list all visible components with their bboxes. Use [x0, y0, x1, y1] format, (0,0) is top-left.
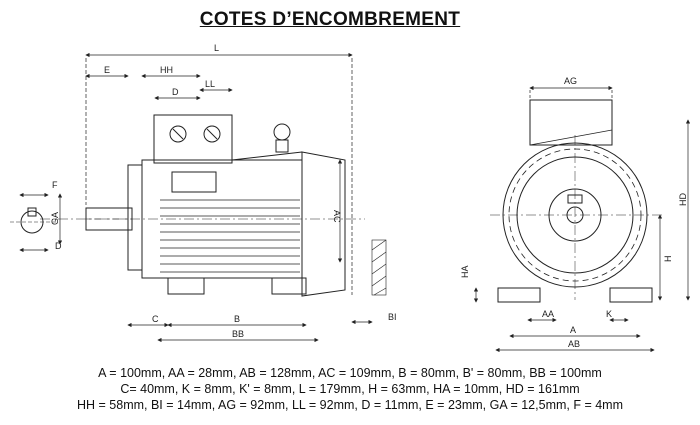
label-D-shaft: D	[55, 241, 62, 251]
label-AC: AC	[332, 210, 342, 223]
front-foot-left	[498, 288, 540, 302]
foot-front	[168, 278, 204, 294]
front-foot-right	[610, 288, 652, 302]
label-AB: AB	[568, 339, 581, 349]
label-HD: HD	[678, 193, 688, 206]
spec-line-3: HH = 58mm, BI = 14mm, AG = 92mm, LL = 92mm, D = 11mm, E = 23mm, GA = 12,5mm, F = 4mm	[76, 398, 623, 412]
terminal-box	[154, 115, 232, 163]
label-LL: LL	[205, 79, 216, 89]
spec-line-2: C= 40mm, K = 8mm, K' = 8mm, L = 179mm, H = 63mm, HA = 10mm, HD = 161mm	[120, 382, 580, 396]
label-D: D	[172, 87, 179, 97]
spec-line-1: A = 100mm, AA = 28mm, AB = 128mm, AC = 109mm, B = 80mm, B' = 80mm, BB = 100mm	[98, 366, 602, 380]
label-BB: BB	[232, 329, 245, 339]
label-H: H	[663, 255, 673, 262]
terminal-box-front	[530, 100, 612, 145]
label-HA: HA	[460, 265, 470, 278]
side-dimensions	[20, 55, 372, 340]
label-B: B	[234, 314, 241, 324]
fan-cover	[302, 152, 345, 296]
drawing-title: COTES D’ENCOMBREMENT	[199, 9, 461, 30]
label-BI: BI	[388, 312, 397, 322]
label-A: A	[570, 325, 577, 335]
cooling-fins	[160, 200, 300, 272]
label-AA: AA	[542, 309, 555, 319]
front-view	[490, 100, 665, 302]
label-L: L	[214, 43, 220, 53]
side-view	[40, 115, 386, 296]
label-C: C	[152, 314, 159, 324]
label-K: K	[606, 309, 613, 319]
label-HH: HH	[160, 65, 173, 75]
label-GA: GA	[50, 211, 60, 225]
label-E: E	[104, 65, 111, 75]
label-AG: AG	[564, 76, 578, 86]
foot-rear	[272, 278, 306, 294]
label-F: F	[52, 180, 58, 190]
